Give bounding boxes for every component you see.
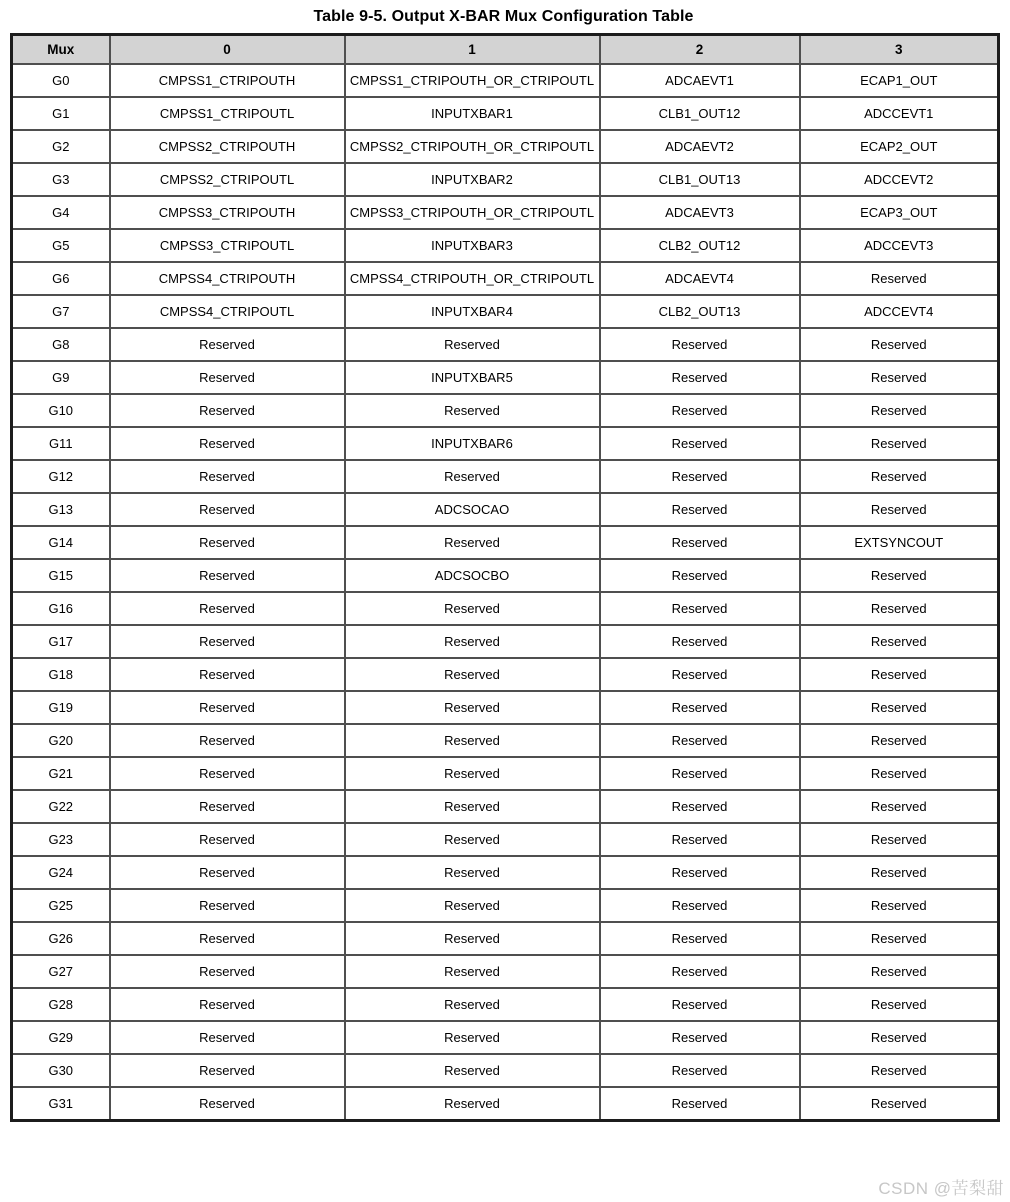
value-cell: Reserved bbox=[110, 394, 345, 427]
value-cell: Reserved bbox=[110, 625, 345, 658]
table-row bbox=[12, 1021, 999, 1054]
value-cell: Reserved bbox=[800, 658, 999, 691]
watermark: CSDN @苦梨甜 bbox=[878, 1179, 1004, 1198]
value-cell: CMPSS1_CTRIPOUTL bbox=[110, 97, 345, 130]
value-cell: ADCSOCAO bbox=[345, 493, 600, 526]
value-cell: Reserved bbox=[600, 658, 800, 691]
value-cell: Reserved bbox=[110, 955, 345, 988]
mux-cell: G2 bbox=[12, 130, 110, 163]
mux-cell: G8 bbox=[12, 328, 110, 361]
mux-cell: G5 bbox=[12, 229, 110, 262]
mux-cell: G14 bbox=[12, 526, 110, 559]
value-cell: INPUTXBAR4 bbox=[345, 295, 600, 328]
mux-cell: G26 bbox=[12, 922, 110, 955]
value-cell: CMPSS4_CTRIPOUTL bbox=[110, 295, 345, 328]
value-cell: Reserved bbox=[345, 625, 600, 658]
value-cell: Reserved bbox=[110, 526, 345, 559]
value-cell: ADCCEVT2 bbox=[800, 163, 999, 196]
value-cell: Reserved bbox=[800, 1054, 999, 1087]
mux-cell: G15 bbox=[12, 559, 110, 592]
mux-cell: G24 bbox=[12, 856, 110, 889]
mux-cell: G21 bbox=[12, 757, 110, 790]
value-cell: Reserved bbox=[345, 592, 600, 625]
value-cell: Reserved bbox=[800, 1087, 999, 1121]
table-row bbox=[12, 757, 999, 790]
column-header-1: 1 bbox=[345, 35, 600, 65]
value-cell: INPUTXBAR6 bbox=[345, 427, 600, 460]
value-cell: Reserved bbox=[110, 361, 345, 394]
table-row bbox=[12, 856, 999, 889]
value-cell: Reserved bbox=[600, 724, 800, 757]
value-cell: Reserved bbox=[600, 526, 800, 559]
value-cell: Reserved bbox=[345, 1087, 600, 1121]
mux-cell: G0 bbox=[12, 64, 110, 97]
value-cell: CMPSS2_CTRIPOUTH_OR_CTRIPOUTL bbox=[345, 130, 600, 163]
table-row bbox=[12, 625, 999, 658]
column-header-0: 0 bbox=[110, 35, 345, 65]
value-cell: Reserved bbox=[600, 922, 800, 955]
value-cell: Reserved bbox=[800, 724, 999, 757]
value-cell: Reserved bbox=[110, 592, 345, 625]
value-cell: EXTSYNCOUT bbox=[800, 526, 999, 559]
value-cell: Reserved bbox=[345, 1021, 600, 1054]
table-row bbox=[12, 130, 999, 163]
table-title: Table 9-5. Output X-BAR Mux Configuration Table bbox=[313, 8, 694, 25]
value-cell: Reserved bbox=[345, 460, 600, 493]
value-cell: Reserved bbox=[800, 823, 999, 856]
value-cell: Reserved bbox=[345, 790, 600, 823]
table-row bbox=[12, 724, 999, 757]
value-cell: Reserved bbox=[800, 493, 999, 526]
table-row bbox=[12, 592, 999, 625]
mux-cell: G23 bbox=[12, 823, 110, 856]
value-cell: Reserved bbox=[800, 889, 999, 922]
value-cell: Reserved bbox=[600, 856, 800, 889]
table-row bbox=[12, 559, 999, 592]
value-cell: Reserved bbox=[600, 394, 800, 427]
value-cell: Reserved bbox=[800, 460, 999, 493]
value-cell: ADCAEVT3 bbox=[600, 196, 800, 229]
value-cell: Reserved bbox=[345, 658, 600, 691]
value-cell: CMPSS2_CTRIPOUTL bbox=[110, 163, 345, 196]
value-cell: Reserved bbox=[110, 889, 345, 922]
value-cell: Reserved bbox=[600, 427, 800, 460]
value-cell: Reserved bbox=[600, 1021, 800, 1054]
value-cell: Reserved bbox=[800, 427, 999, 460]
mux-cell: G25 bbox=[12, 889, 110, 922]
value-cell: CMPSS4_CTRIPOUTH_OR_CTRIPOUTL bbox=[345, 262, 600, 295]
mux-cell: G20 bbox=[12, 724, 110, 757]
value-cell: Reserved bbox=[110, 790, 345, 823]
value-cell: Reserved bbox=[800, 328, 999, 361]
column-header-mux: Mux bbox=[12, 35, 110, 65]
table-row bbox=[12, 394, 999, 427]
table-row bbox=[12, 262, 999, 295]
table-row bbox=[12, 955, 999, 988]
table-row bbox=[12, 493, 999, 526]
value-cell: CLB2_OUT12 bbox=[600, 229, 800, 262]
value-cell: Reserved bbox=[600, 1054, 800, 1087]
value-cell: Reserved bbox=[345, 988, 600, 1021]
column-header-2: 2 bbox=[600, 35, 800, 65]
value-cell: Reserved bbox=[110, 988, 345, 1021]
value-cell: CMPSS3_CTRIPOUTH_OR_CTRIPOUTL bbox=[345, 196, 600, 229]
table-row bbox=[12, 427, 999, 460]
value-cell: Reserved bbox=[110, 724, 345, 757]
mux-cell: G16 bbox=[12, 592, 110, 625]
value-cell: CLB2_OUT13 bbox=[600, 295, 800, 328]
mux-cell: G17 bbox=[12, 625, 110, 658]
table-body bbox=[12, 64, 999, 1121]
value-cell: ADCSOCBO bbox=[345, 559, 600, 592]
mux-cell: G4 bbox=[12, 196, 110, 229]
value-cell: Reserved bbox=[345, 724, 600, 757]
value-cell: Reserved bbox=[110, 757, 345, 790]
value-cell: Reserved bbox=[110, 1087, 345, 1121]
table-row bbox=[12, 790, 999, 823]
value-cell: ADCCEVT4 bbox=[800, 295, 999, 328]
value-cell: Reserved bbox=[110, 823, 345, 856]
value-cell: Reserved bbox=[110, 493, 345, 526]
table-row bbox=[12, 658, 999, 691]
value-cell: Reserved bbox=[800, 691, 999, 724]
table-row bbox=[12, 889, 999, 922]
value-cell: ECAP2_OUT bbox=[800, 130, 999, 163]
value-cell: Reserved bbox=[345, 394, 600, 427]
mux-config-table bbox=[10, 33, 1000, 1122]
value-cell: CMPSS2_CTRIPOUTH bbox=[110, 130, 345, 163]
mux-cell: G22 bbox=[12, 790, 110, 823]
mux-cell: G30 bbox=[12, 1054, 110, 1087]
mux-cell: G13 bbox=[12, 493, 110, 526]
mux-cell: G12 bbox=[12, 460, 110, 493]
table-row bbox=[12, 229, 999, 262]
mux-cell: G3 bbox=[12, 163, 110, 196]
value-cell: Reserved bbox=[345, 691, 600, 724]
table-row bbox=[12, 1054, 999, 1087]
value-cell: Reserved bbox=[110, 559, 345, 592]
value-cell: ADCCEVT3 bbox=[800, 229, 999, 262]
value-cell: Reserved bbox=[800, 988, 999, 1021]
mux-cell: G29 bbox=[12, 1021, 110, 1054]
table-row bbox=[12, 691, 999, 724]
mux-cell: G27 bbox=[12, 955, 110, 988]
value-cell: Reserved bbox=[600, 790, 800, 823]
value-cell: ADCAEVT2 bbox=[600, 130, 800, 163]
mux-cell: G6 bbox=[12, 262, 110, 295]
value-cell: Reserved bbox=[800, 262, 999, 295]
table-row bbox=[12, 295, 999, 328]
value-cell: ECAP3_OUT bbox=[800, 196, 999, 229]
value-cell: Reserved bbox=[110, 856, 345, 889]
value-cell: Reserved bbox=[110, 1021, 345, 1054]
value-cell: Reserved bbox=[600, 1087, 800, 1121]
value-cell: CMPSS3_CTRIPOUTH bbox=[110, 196, 345, 229]
value-cell: Reserved bbox=[110, 691, 345, 724]
table-row bbox=[12, 328, 999, 361]
value-cell: Reserved bbox=[345, 922, 600, 955]
value-cell: INPUTXBAR1 bbox=[345, 97, 600, 130]
value-cell: INPUTXBAR2 bbox=[345, 163, 600, 196]
table-row bbox=[12, 97, 999, 130]
value-cell: Reserved bbox=[600, 592, 800, 625]
value-cell: Reserved bbox=[345, 889, 600, 922]
value-cell: Reserved bbox=[110, 427, 345, 460]
mux-cell: G10 bbox=[12, 394, 110, 427]
mux-cell: G1 bbox=[12, 97, 110, 130]
table-row bbox=[12, 526, 999, 559]
value-cell: CMPSS3_CTRIPOUTL bbox=[110, 229, 345, 262]
mux-cell: G19 bbox=[12, 691, 110, 724]
value-cell: Reserved bbox=[110, 658, 345, 691]
value-cell: INPUTXBAR5 bbox=[345, 361, 600, 394]
mux-cell: G7 bbox=[12, 295, 110, 328]
value-cell: Reserved bbox=[800, 592, 999, 625]
header-row bbox=[12, 35, 999, 65]
value-cell: ADCAEVT4 bbox=[600, 262, 800, 295]
value-cell: CLB1_OUT13 bbox=[600, 163, 800, 196]
value-cell: ECAP1_OUT bbox=[800, 64, 999, 97]
value-cell: Reserved bbox=[600, 328, 800, 361]
value-cell: Reserved bbox=[600, 955, 800, 988]
table-row bbox=[12, 196, 999, 229]
value-cell: Reserved bbox=[345, 856, 600, 889]
value-cell: Reserved bbox=[110, 922, 345, 955]
value-cell: Reserved bbox=[800, 559, 999, 592]
table-row bbox=[12, 823, 999, 856]
value-cell: Reserved bbox=[345, 955, 600, 988]
column-header-3: 3 bbox=[800, 35, 999, 65]
table-row bbox=[12, 988, 999, 1021]
value-cell: CMPSS1_CTRIPOUTH_OR_CTRIPOUTL bbox=[345, 64, 600, 97]
value-cell: Reserved bbox=[600, 757, 800, 790]
value-cell: INPUTXBAR3 bbox=[345, 229, 600, 262]
table-row bbox=[12, 922, 999, 955]
value-cell: Reserved bbox=[600, 691, 800, 724]
mux-cell: G31 bbox=[12, 1087, 110, 1121]
table-row bbox=[12, 64, 999, 97]
mux-cell: G9 bbox=[12, 361, 110, 394]
value-cell: Reserved bbox=[800, 955, 999, 988]
value-cell: ADCCEVT1 bbox=[800, 97, 999, 130]
value-cell: Reserved bbox=[345, 757, 600, 790]
value-cell: CMPSS1_CTRIPOUTH bbox=[110, 64, 345, 97]
value-cell: Reserved bbox=[600, 493, 800, 526]
mux-cell: G18 bbox=[12, 658, 110, 691]
value-cell: Reserved bbox=[800, 757, 999, 790]
table-row bbox=[12, 1087, 999, 1121]
table-row bbox=[12, 163, 999, 196]
value-cell: Reserved bbox=[110, 328, 345, 361]
table-row bbox=[12, 361, 999, 394]
value-cell: Reserved bbox=[800, 922, 999, 955]
value-cell: Reserved bbox=[345, 823, 600, 856]
value-cell: CLB1_OUT12 bbox=[600, 97, 800, 130]
value-cell: Reserved bbox=[800, 790, 999, 823]
value-cell: Reserved bbox=[345, 328, 600, 361]
value-cell: ADCAEVT1 bbox=[600, 64, 800, 97]
value-cell: Reserved bbox=[600, 460, 800, 493]
value-cell: Reserved bbox=[600, 361, 800, 394]
value-cell: Reserved bbox=[800, 1021, 999, 1054]
value-cell: Reserved bbox=[600, 988, 800, 1021]
value-cell: Reserved bbox=[345, 1054, 600, 1087]
value-cell: Reserved bbox=[600, 625, 800, 658]
value-cell: Reserved bbox=[800, 625, 999, 658]
value-cell: Reserved bbox=[110, 1054, 345, 1087]
value-cell: Reserved bbox=[600, 889, 800, 922]
mux-cell: G11 bbox=[12, 427, 110, 460]
value-cell: Reserved bbox=[800, 361, 999, 394]
table-row bbox=[12, 460, 999, 493]
value-cell: CMPSS4_CTRIPOUTH bbox=[110, 262, 345, 295]
value-cell: Reserved bbox=[110, 460, 345, 493]
value-cell: Reserved bbox=[345, 526, 600, 559]
value-cell: Reserved bbox=[600, 823, 800, 856]
value-cell: Reserved bbox=[800, 394, 999, 427]
value-cell: Reserved bbox=[600, 559, 800, 592]
value-cell: Reserved bbox=[800, 856, 999, 889]
mux-cell: G28 bbox=[12, 988, 110, 1021]
